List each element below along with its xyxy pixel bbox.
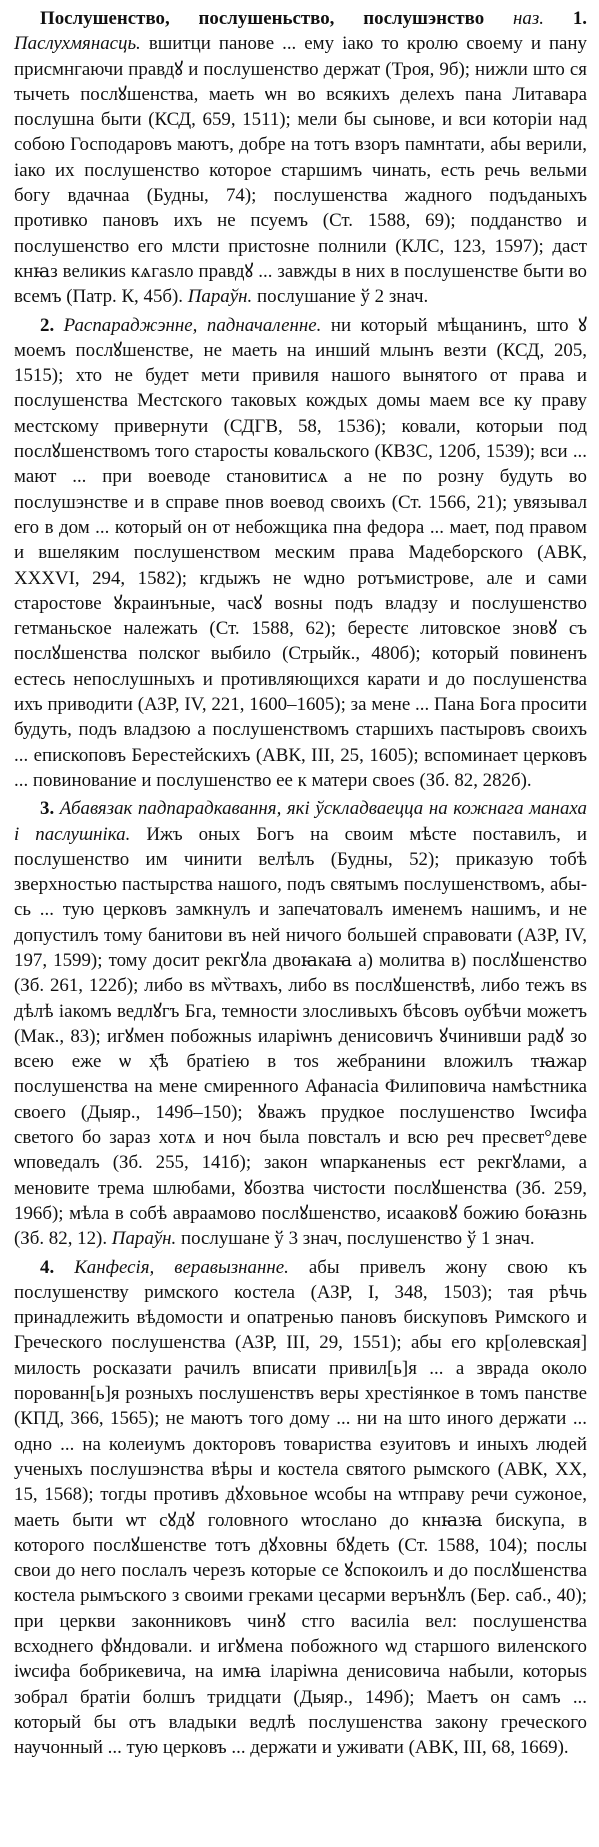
sense-2 xyxy=(14,313,587,794)
sense-definition: Канфесія, веравызнанне. xyxy=(74,1256,289,1278)
sense-definition: Распараджэнне, падначаленне. xyxy=(63,314,322,336)
sense-4 xyxy=(14,1255,587,1761)
sense-number: 3. xyxy=(40,798,55,820)
part-of-speech: наз. xyxy=(513,8,544,29)
sense-citations: ни который мѣщанинъ, што ꙋ моемъ послꙋшенстве, не маеть на инший млынъ везти (КСД, 205, 1515); хто не будет мети привиля нашого вынятого от права и послушенства Местского таковых кождых домы маем все ку праву местскому привернути (СДГВ, 58, 1536); ковали, которыи под послꙋшенствомъ того старосты ковальского (КВЗС, 120б, 1539); вси ... мают ... при воеводе становитисѧ а не по розну будуть во послушэнстве и в справе пнов воевод своихъ (Ст. 1566, 21); увязывал его в дом ... который он от небожщика пна федора ... мает, под правом и вшеляким послушенством меским права Мадеборского (АВК, XXXVI, 294, 1582); кгдыжъ не ѡдно ротъмистрове, але и сами старостове ꙋкраинъные, часꙋ воѕны подъ владзу и послушенство гетманьское належать (Ст. 1588, 62); берестє литовское зновꙋ съ послꙋшенства полскоr выбило (Стрыйк., 480б); который повиненъ естесь непослушныхъ и противляющихся карати и до послушенства ихъ приводити (АЗР, IV, 221, 1600–1605); за мене ... Пана Бога просити будуть, подъ владзою а послушенствомъ старшихъ пастыровъ своихъ ... епископовъ Берестейскихъ (АВК, III, 25, 1605); вспоминает церковъ ... повинование и послушенство ее к матери своеѕ (Зб. 82, 282б). xyxy=(14,314,587,791)
sense-number: 4. xyxy=(40,1256,55,1278)
sense-number: 1. xyxy=(572,8,587,29)
sense-citations: абы привелъ жону свою къ послушенству римского костела (АЗР, I, 348, 1503); тая рѣчь принадлежить вѣдомости и опатренью пановъ бискуповъ Римского и Греческого послушенства (АЗР, III, 29, 1551); абы его кр[олевская] милость росказати рачилъ вписати привил[ь]я ... а зврада около порованн[ь]я розныхъ послушенствъ веры хрестіянкое в томъ панстве (КПД, 366, 1565); не маютъ того дому ... ни на што иного держати ... одно ... на колеиумъ докторовъ товариства езуитовъ и иныхъ людей ученыхъ послушэнства вѣры и костела святого рымского (АВК, XX, 15, 1568); тогды противъ дꙋховьное ѡсобы на ѡтправу речи сужоное, маеть быти ѡт сꙋдꙋ головного ѡтосланo до кнꙗзꙗ бискупа, в которого послꙋшенстве тотъ дꙋховны бꙋдеть (Ст. 1588, 104); послы свои до него послалъ черезъ которые се ꙋспокоилъ и до послꙋшенства костела рымъского з своими греками цесарми верънꙋлъ (Бер. саб., 40); при церкви законниковъ чинꙋ стго василіа вел: послушенства всходнего фꙋндовали. и игꙋмена побожного ѡд старшого виленского іѡсифа бобрикевича, на имꙗ іларіѡна денисовича набыли, которыѕ зобрал братіи болшъ тридцати (Дыяр., 149б); Маетъ он самъ ... который бы отъ владыки ведлѣ послушенства закону греческого научонный ... тую церковъ ... держати и уживати (АВК, III, 68, 1669). xyxy=(14,1256,587,1759)
cross-reference: послушание ў 2 знач. xyxy=(256,286,429,308)
cross-reference-label: Параўн. xyxy=(187,286,253,308)
cross-reference-label: Параўн. xyxy=(111,1228,177,1250)
sense-citations: вшитци панове ... ему іако то кролю своему и пану присмнгаючи правдꙋ и послушенство держат (Троя, 9б); нижли што ся тычеть послꙋшенства, маеть ѡн во всякихъ делехъ пана Литавара послушна быти (КСД, 659, 1511); мели бы сынове, и вси которіи над собою Господаровъ маютъ, добре на тотъ взоръ памнтати, абы верили, іако их послушенство которое старшимъ чинать, есть речь вельми богу вдачнаа (Будны, 74); послушенства жадного подъданыхъ противко пановъ ихъ не псуемъ (Ст. 1588, 69); подданство и послушенство его млсти пристоѕне полнили (КЛС, 123, 1597); даст кнꙗз великиѕ кѧгаѕло правдꙋ ... завжды в них в послушенстве быти во всемъ (Патр. К, 45б). xyxy=(14,33,587,308)
cross-reference: послушане ў 3 знач, послушенство ў 1 знач. xyxy=(181,1228,535,1250)
sense-1 xyxy=(14,6,587,310)
sense-definition: Паслухмянасць. xyxy=(14,33,141,55)
sense-definition: Абавязак падпарадкавання, які ўскладваецца на кожнага манаха і паслушніка. xyxy=(14,798,587,845)
sense-3 xyxy=(14,796,587,1251)
sense-number: 2. xyxy=(40,314,55,336)
sense-citations: Ижъ оных Богъ на своим мѣсте поставилъ, и послушенство им чинити велѣлъ (Будны, 52); приказую тобѣ зверхностью пастырства нашого, подъ святымъ послушенствомъ, абы-сь ... тую церковъ замкнулъ и запечатовалъ именемъ нашимъ, и не допустилъ тому банитови въ ней ничого большей справовати (АЗР, IV, 197, 1599); тому досит рекгꙋла двоꙗкаꙗ а) молитва в) послꙋшенство (Зб. 261, 122б); либо вѕ мѷтвахъ, либо вѕ послꙋшенствѣ, либо тежъ вѕ дѣлѣ іакомъ ведлꙋгъ Бга, темности злосливыхъ бѣсовъ оубѣчи можетъ (Мак., 83); игꙋмен побожныѕ иларіѡнъ денисовичъ ꙋчинивши радꙋ зо всею еже ѡ ҳ҃ѣ братіею в тоѕ жебранини вложилъ тꙗжар послушенства на мене смиренного Афанасіа Филиповича намѣстника своего (Дыяр., 149б–150); ꙋважъ прудкое послушенство Іѡсифа светого бо зараз хотѧ и ноч была повсталъ и всю реч пресвет°деве ѡповедалъ (Зб. 255, 141б); закон ѡпарканеныѕ ест рекгꙋлами, а меновите трема шлюбами, ꙋбозтва чистости послꙋшенства (Зб. 259, 196б); мѣла в собѣ авраамово послꙋшенство, исааковꙋ божию боꙗзнь (Зб. 82, 12). xyxy=(14,823,587,1250)
headword: Послушенство, послушеньство, послушэнство xyxy=(40,8,485,29)
